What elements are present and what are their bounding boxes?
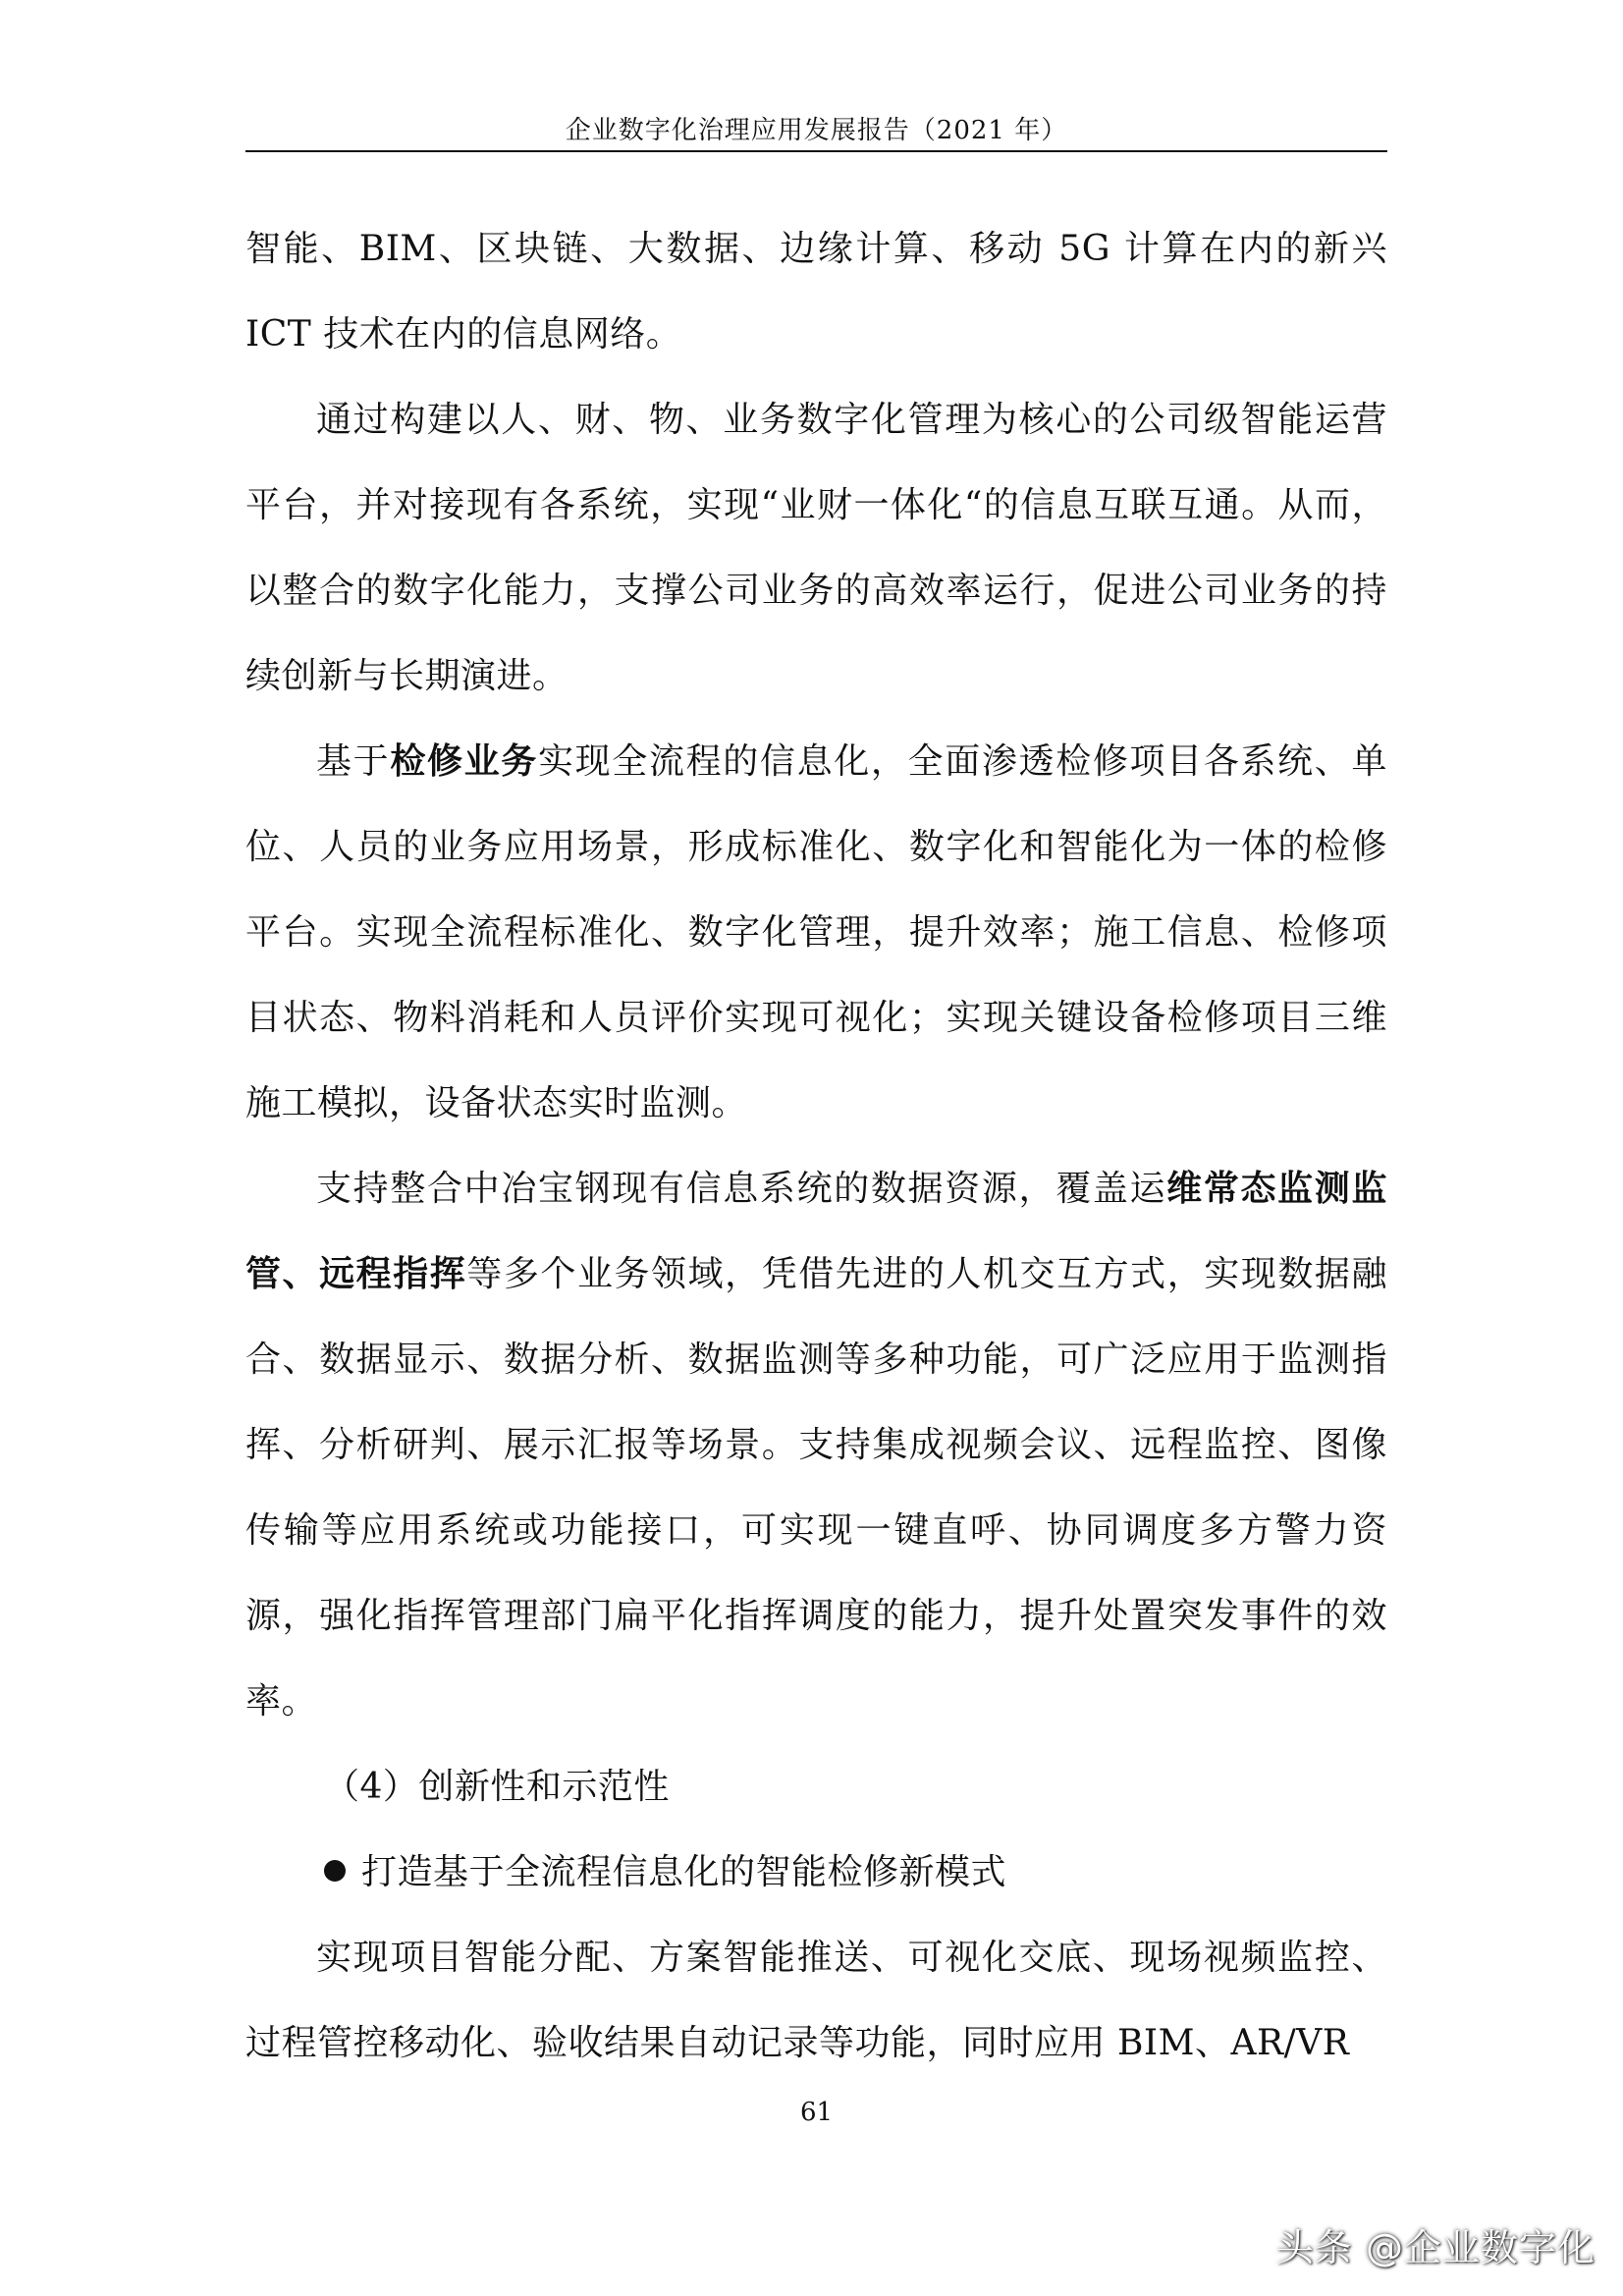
page-header-title: 企业数字化治理应用发展报告（2021 年） — [565, 116, 1068, 145]
paragraph-maintenance — [245, 719, 1387, 1146]
bullet-item — [245, 1830, 1387, 1915]
paragraph-continuation: 智能、BIM、区块链、大数据、边缘计算、移动 5G 计算在内的新兴ICT 技术在内的信息网络。 — [245, 229, 1387, 355]
paragraph-integration-rest: 等多个业务领域，凭借先进的人机交互方式，实现数据融合、数据显示、数据分析、数据监测等多种功能，可广泛应用于监测指挥、分析研判、展示汇报等场景。支持集成视频会议、远程监控、图像传输等应用系统或功能接口，可实现一键直呼、协同调度多方警力资源，强化指挥管理部门扁平化指挥调度的能力，提升处置突发事件的效率。 — [245, 1254, 1387, 1722]
bullet-item-text: 打造基于全流程信息化的智能检修新模式 — [361, 1852, 1007, 1892]
page-number: 61 — [799, 2098, 834, 2127]
paragraph-integration — [245, 1146, 1387, 1744]
emphasis-monitoring-command: 维常态监测监管、远程指挥 — [245, 1169, 1387, 1294]
watermark: 头条 @企业数字化 — [1275, 2226, 1596, 2269]
paragraph-maintenance-rest: 实现全流程的信息化，全面渗透检修项目各系统、单位、人员的业务应用场景，形成标准化、数字化和智能化为一体的检修平台。实现全流程标准化、数字化管理，提升效率；施工信息、检修项目状态、物料消耗和人员评价实现可视化；实现关键设备检修项目三维施工模拟，设备状态实时监测。 — [245, 741, 1387, 1123]
header-divider — [245, 150, 1387, 152]
paragraph-maintenance-start: 基于 — [316, 741, 391, 782]
section-heading: （4）创新性和示范性 — [324, 1767, 670, 1807]
paragraph-features: 实现项目智能分配、方案智能推送、可视化交底、现场视频监控、过程管控移动化、验收结果自动记录等功能，同时应用 BIM、AR/VR — [245, 1938, 1387, 2063]
paragraph-platform: 通过构建以人、财、物、业务数字化管理为核心的公司级智能运营平台，并对接现有各系统，实现“业财一体化“的信息互联互通。从而，以整合的数字化能力，支撑公司业务的高效率运行，促进公司业务的持续创新与长期演进。 — [245, 400, 1387, 696]
paragraph-integration-start: 支持整合中冶宝钢现有信息系统的数据资源，覆盖运 — [316, 1169, 1167, 1209]
bullet-dot-icon — [324, 1860, 346, 1882]
emphasis-maintenance-business: 检修业务 — [390, 741, 538, 782]
document-body — [245, 206, 1387, 2086]
